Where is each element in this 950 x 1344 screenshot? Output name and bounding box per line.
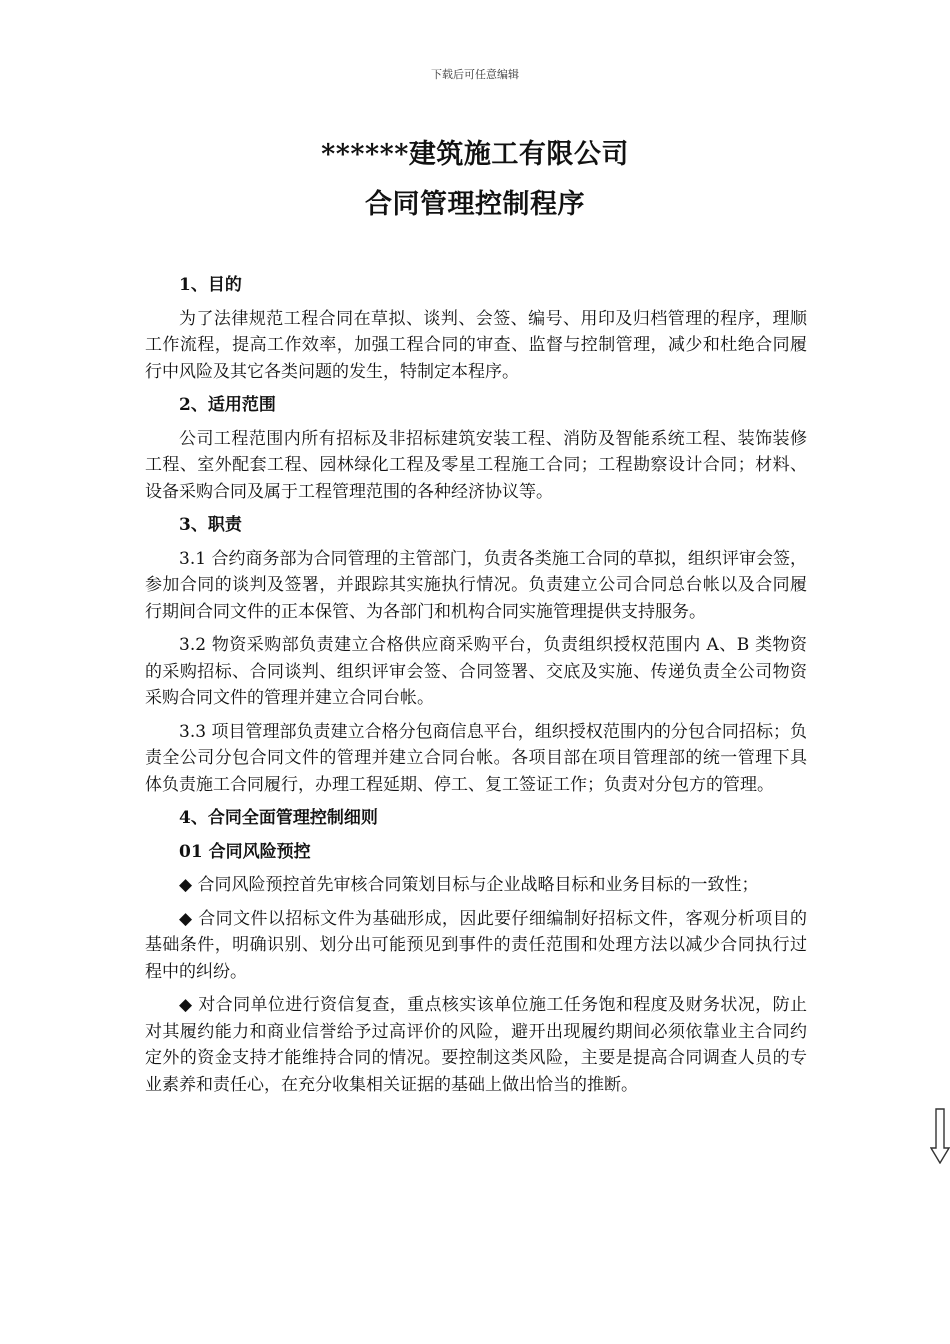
down-arrow-icon[interactable] xyxy=(930,1108,950,1164)
header-note: 下载后可任意编辑 xyxy=(431,68,519,81)
section-1-paragraph: 为了法律规范工程合同在草拟、谈判、会签、编号、用印及归档管理的程序，理顺工作流程，提高工作效率，加强工程合同的审查、监督与控制管理，减少和杜绝合同履行中风险及其它各类问题的发生，特制定本程序。 xyxy=(145,308,807,382)
section-3-3-paragraph: 3.3 项目管理部负责建立合格分包商信息平台，组织授权范围内的分包合同招标；负责全公司分包合同文件的管理并建立合同台帐。各项目部在项目管理部的统一管理下具体负责施工合同履行，办理工程延期、停工、复工签证工作；负责对分包方的管理。 xyxy=(145,721,807,795)
document-title: 合同管理控制程序 xyxy=(365,189,585,220)
company-title: ******建筑施工有限公司 xyxy=(321,139,629,170)
section-3-2-paragraph: 3.2 物资采购部负责建立合格供应商采购平台，负责组织授权范围内 A、B 类物资的采购招标、合同谈判、组织评审会签、合同签署、交底及实施、传递负责全公司物资采购合同文件的管理并建立合同台帐。 xyxy=(145,635,807,708)
section-2-heading: 2、适用范围 xyxy=(179,395,276,415)
section-3-1-paragraph: 3.1 合约商务部为合同管理的主管部门，负责各类施工合同的草拟，组织评审会签，参加合同的谈判及签署，并跟踪其实施执行情况。负责建立公司合同总台帐以及合同履行期间合同文件的正本保管、为各部门和机构合同实施管理提供支持服务。 xyxy=(145,548,807,622)
section-4-subheading: 01 合同风险预控 xyxy=(179,841,311,862)
bullet-paragraph-1: ◆ 合同风险预控首先审核合同策划目标与企业战略目标和业务目标的一致性； xyxy=(179,875,759,895)
section-1-heading: 1、目的 xyxy=(179,275,242,295)
section-2-paragraph: 公司工程范围内所有招标及非招标建筑安装工程、消防及智能系统工程、装饰装修工程、室外配套工程、园林绿化工程及零星工程施工合同；工程勘察设计合同；材料、设备采购合同及属于工程管理范围的各种经济协议等。 xyxy=(145,428,807,502)
bullet-paragraph-3: ◆ 对合同单位进行资信复查，重点核实该单位施工任务饱和程度及财务状况，防止对其履约能力和商业信誉给予过高评价的风险，避开出现履约期间必须依靠业主合同约定外的资金支持才能维持合同的情况。要控制这类风险，主要是提高合同调查人员的专业素养和责任心，在充分收集相关证据的基础上做出恰当的推断。 xyxy=(145,995,807,1095)
section-3-heading: 3、职责 xyxy=(179,515,242,535)
bullet-paragraph-2: ◆ 合同文件以招标文件为基础形成，因此要仔细编制好招标文件，客观分析项目的基础条件，明确识别、划分出可能预见到事件的责任范围和处理方法以减少合同执行过程中的纠纷。 xyxy=(145,908,807,982)
section-4-heading: 4、合同全面管理控制细则 xyxy=(179,808,378,828)
document-body xyxy=(145,272,807,1105)
